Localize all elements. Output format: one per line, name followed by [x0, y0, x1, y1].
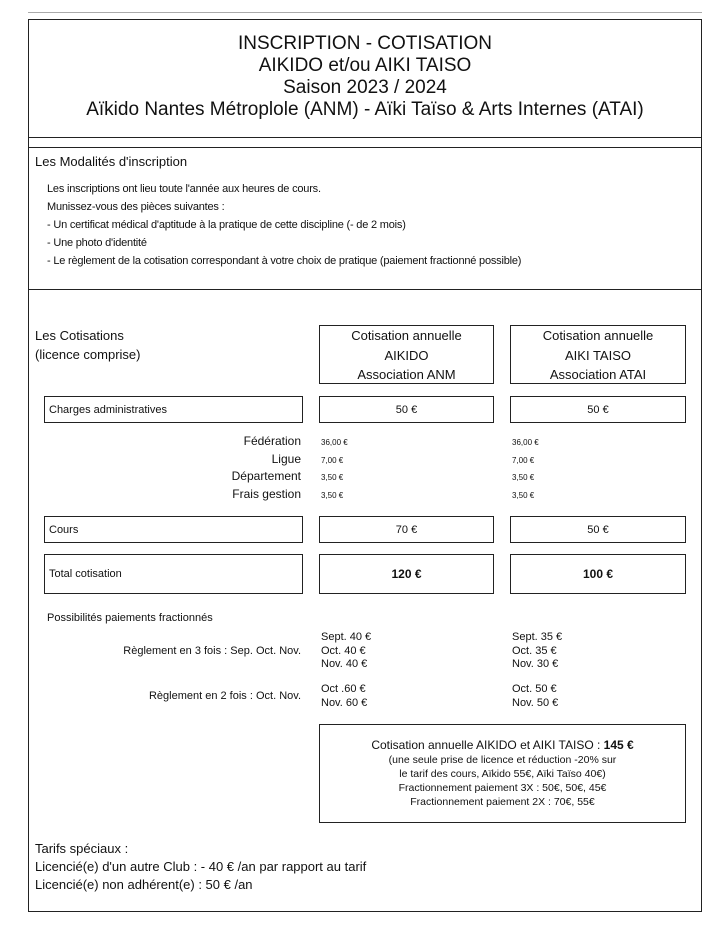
modalites-line: - Le règlement de la cotisation correspondant à votre choix de pratique (paiement fractionné possible) — [47, 255, 522, 267]
total-taiso-box — [510, 554, 686, 594]
breakdown-value: 3,50 € — [321, 490, 344, 500]
charges-label-box — [44, 396, 303, 423]
breakdown-label: Ligue — [271, 451, 301, 466]
breakdown-label: Département — [231, 469, 301, 483]
breakdown-aikido-values — [321, 434, 348, 504]
payment-value: Oct. 50 € — [512, 683, 557, 695]
modalites-bottom-divider — [28, 289, 702, 290]
combined-offer-line: (une seule prise de licence et réduction -20% sur — [388, 754, 617, 766]
charges-taiso-box — [510, 396, 686, 423]
combined-offer-box — [319, 724, 686, 823]
total-aikido-value: 120 € — [391, 567, 422, 581]
special-rates — [35, 840, 366, 894]
top-rule — [28, 12, 702, 13]
payment-value: Sept. 40 € — [321, 631, 372, 643]
breakdown-value: 3,50 € — [321, 473, 344, 482]
modalites-line: - Une photo d'identité — [47, 237, 147, 249]
column-header-taiso — [510, 325, 686, 384]
charges-label: Charges administratives — [49, 403, 167, 416]
column-header-line: Association ATAI — [549, 367, 647, 382]
payment-value: Nov. 30 € — [512, 658, 559, 670]
modalites-line: Les inscriptions ont lieu toute l'année aux heures de cours. — [47, 183, 321, 195]
payment-value: Nov. 40 € — [321, 658, 368, 670]
two-payments-taiso — [512, 683, 558, 710]
payment-value: Oct. 40 € — [321, 644, 366, 657]
column-header-line: AIKI TAISO — [565, 347, 631, 363]
modalites-top-divider — [28, 147, 702, 148]
breakdown-value: 3,50 € — [512, 473, 535, 482]
document-title — [28, 33, 702, 121]
paiements-title: Possibilités paiements fractionnés — [47, 612, 213, 624]
charges-aikido-box — [319, 396, 494, 423]
breakdown-value: 3,50 € — [512, 490, 535, 500]
three-payments-label: Règlement en 3 fois : Sep. Oct. Nov. — [123, 645, 301, 657]
cours-aikido-value: 70 € — [395, 523, 418, 536]
combined-offer-title: Cotisation annuelle AIKIDO et AIKI TAISO : — [371, 738, 604, 752]
total-label: Total cotisation — [49, 568, 122, 580]
modalites-line: - Un certificat médical d'aptitude à la pratique de cette discipline (- de 2 mois) — [47, 219, 406, 231]
combined-offer-price: 145 € — [603, 738, 634, 752]
three-payments-taiso — [512, 631, 562, 672]
modalites-title: Les Modalités d'inscription — [35, 154, 188, 169]
charges-taiso-value: 50 € — [587, 403, 609, 416]
column-header-line: Cotisation annuelle — [542, 328, 654, 343]
combined-offer-details — [320, 753, 685, 809]
breakdown-taiso-values — [512, 434, 539, 504]
payment-value: Sept. 35 € — [512, 631, 563, 643]
column-header-line: AIKIDO — [384, 347, 429, 363]
header-divider — [28, 137, 702, 138]
cotisations-title-line-1: Les Cotisations — [35, 328, 124, 343]
combined-offer-line: le tarif des cours, Aïkido 55€, Aïki Taïso 40€) — [399, 768, 606, 780]
cours-taiso-value: 50 € — [587, 523, 609, 536]
cotisations-title — [35, 326, 140, 364]
total-label-box — [44, 554, 303, 594]
combined-offer-heading — [320, 738, 685, 753]
cours-label: Cours — [49, 523, 79, 536]
modalites-line: Munissez-vous des pièces suivantes : — [47, 201, 225, 213]
breakdown-label: Fédération — [243, 434, 301, 448]
column-header-line: Cotisation annuelle — [351, 328, 462, 343]
cours-aikido-box — [319, 516, 494, 543]
three-payments-aikido — [321, 631, 371, 672]
combined-offer-line: Fractionnement paiement 2X : 70€, 55€ — [410, 796, 595, 808]
breakdown-value: 7,00 € — [321, 455, 344, 465]
special-rates-title: Tarifs spéciaux : — [35, 841, 129, 856]
breakdown-value: 36,00 € — [321, 438, 348, 447]
payment-value: Nov. 50 € — [512, 696, 559, 709]
cours-label-box — [44, 516, 303, 543]
charges-aikido-value: 50 € — [395, 403, 418, 416]
payment-value: Oct. 35 € — [512, 644, 557, 657]
breakdown-value: 7,00 € — [512, 455, 535, 465]
special-rate-line: Licencié(e) d'un autre Club : - 40 € /an par rapport au tarif — [35, 859, 367, 874]
cotisations-title-line-2: (licence comprise) — [35, 347, 141, 362]
payment-value: Nov. 60 € — [321, 696, 368, 709]
two-payments-aikido — [321, 683, 367, 710]
two-payments-label: Règlement en 2 fois : Oct. Nov. — [148, 690, 301, 702]
combined-offer-line: Fractionnement paiement 3X : 50€, 50€, 45€ — [398, 782, 607, 794]
title-line-3: Saison 2023 / 2024 — [283, 77, 447, 98]
title-line-4: Aïkido Nantes Métroplole (ANM) - Aïki Taïso & Arts Internes (ATAI) — [86, 99, 644, 120]
title-line-2: AIKIDO et/ou AIKI TAISO — [258, 55, 472, 76]
column-header-line: Association ANM — [357, 367, 456, 382]
cours-taiso-box — [510, 516, 686, 543]
title-line-1: INSCRIPTION - COTISATION — [237, 33, 493, 54]
column-header-aikido — [319, 325, 494, 384]
breakdown-label: Frais gestion — [232, 486, 301, 501]
payment-value: Oct .60 € — [321, 683, 366, 695]
special-rate-line: Licencié(e) non adhérent(e) : 50 € /an — [35, 877, 253, 892]
modalites-text — [47, 180, 521, 270]
total-aikido-box — [319, 554, 494, 594]
breakdown-value: 36,00 € — [512, 438, 539, 447]
breakdown-labels — [150, 433, 301, 503]
total-taiso-value: 100 € — [582, 567, 614, 581]
